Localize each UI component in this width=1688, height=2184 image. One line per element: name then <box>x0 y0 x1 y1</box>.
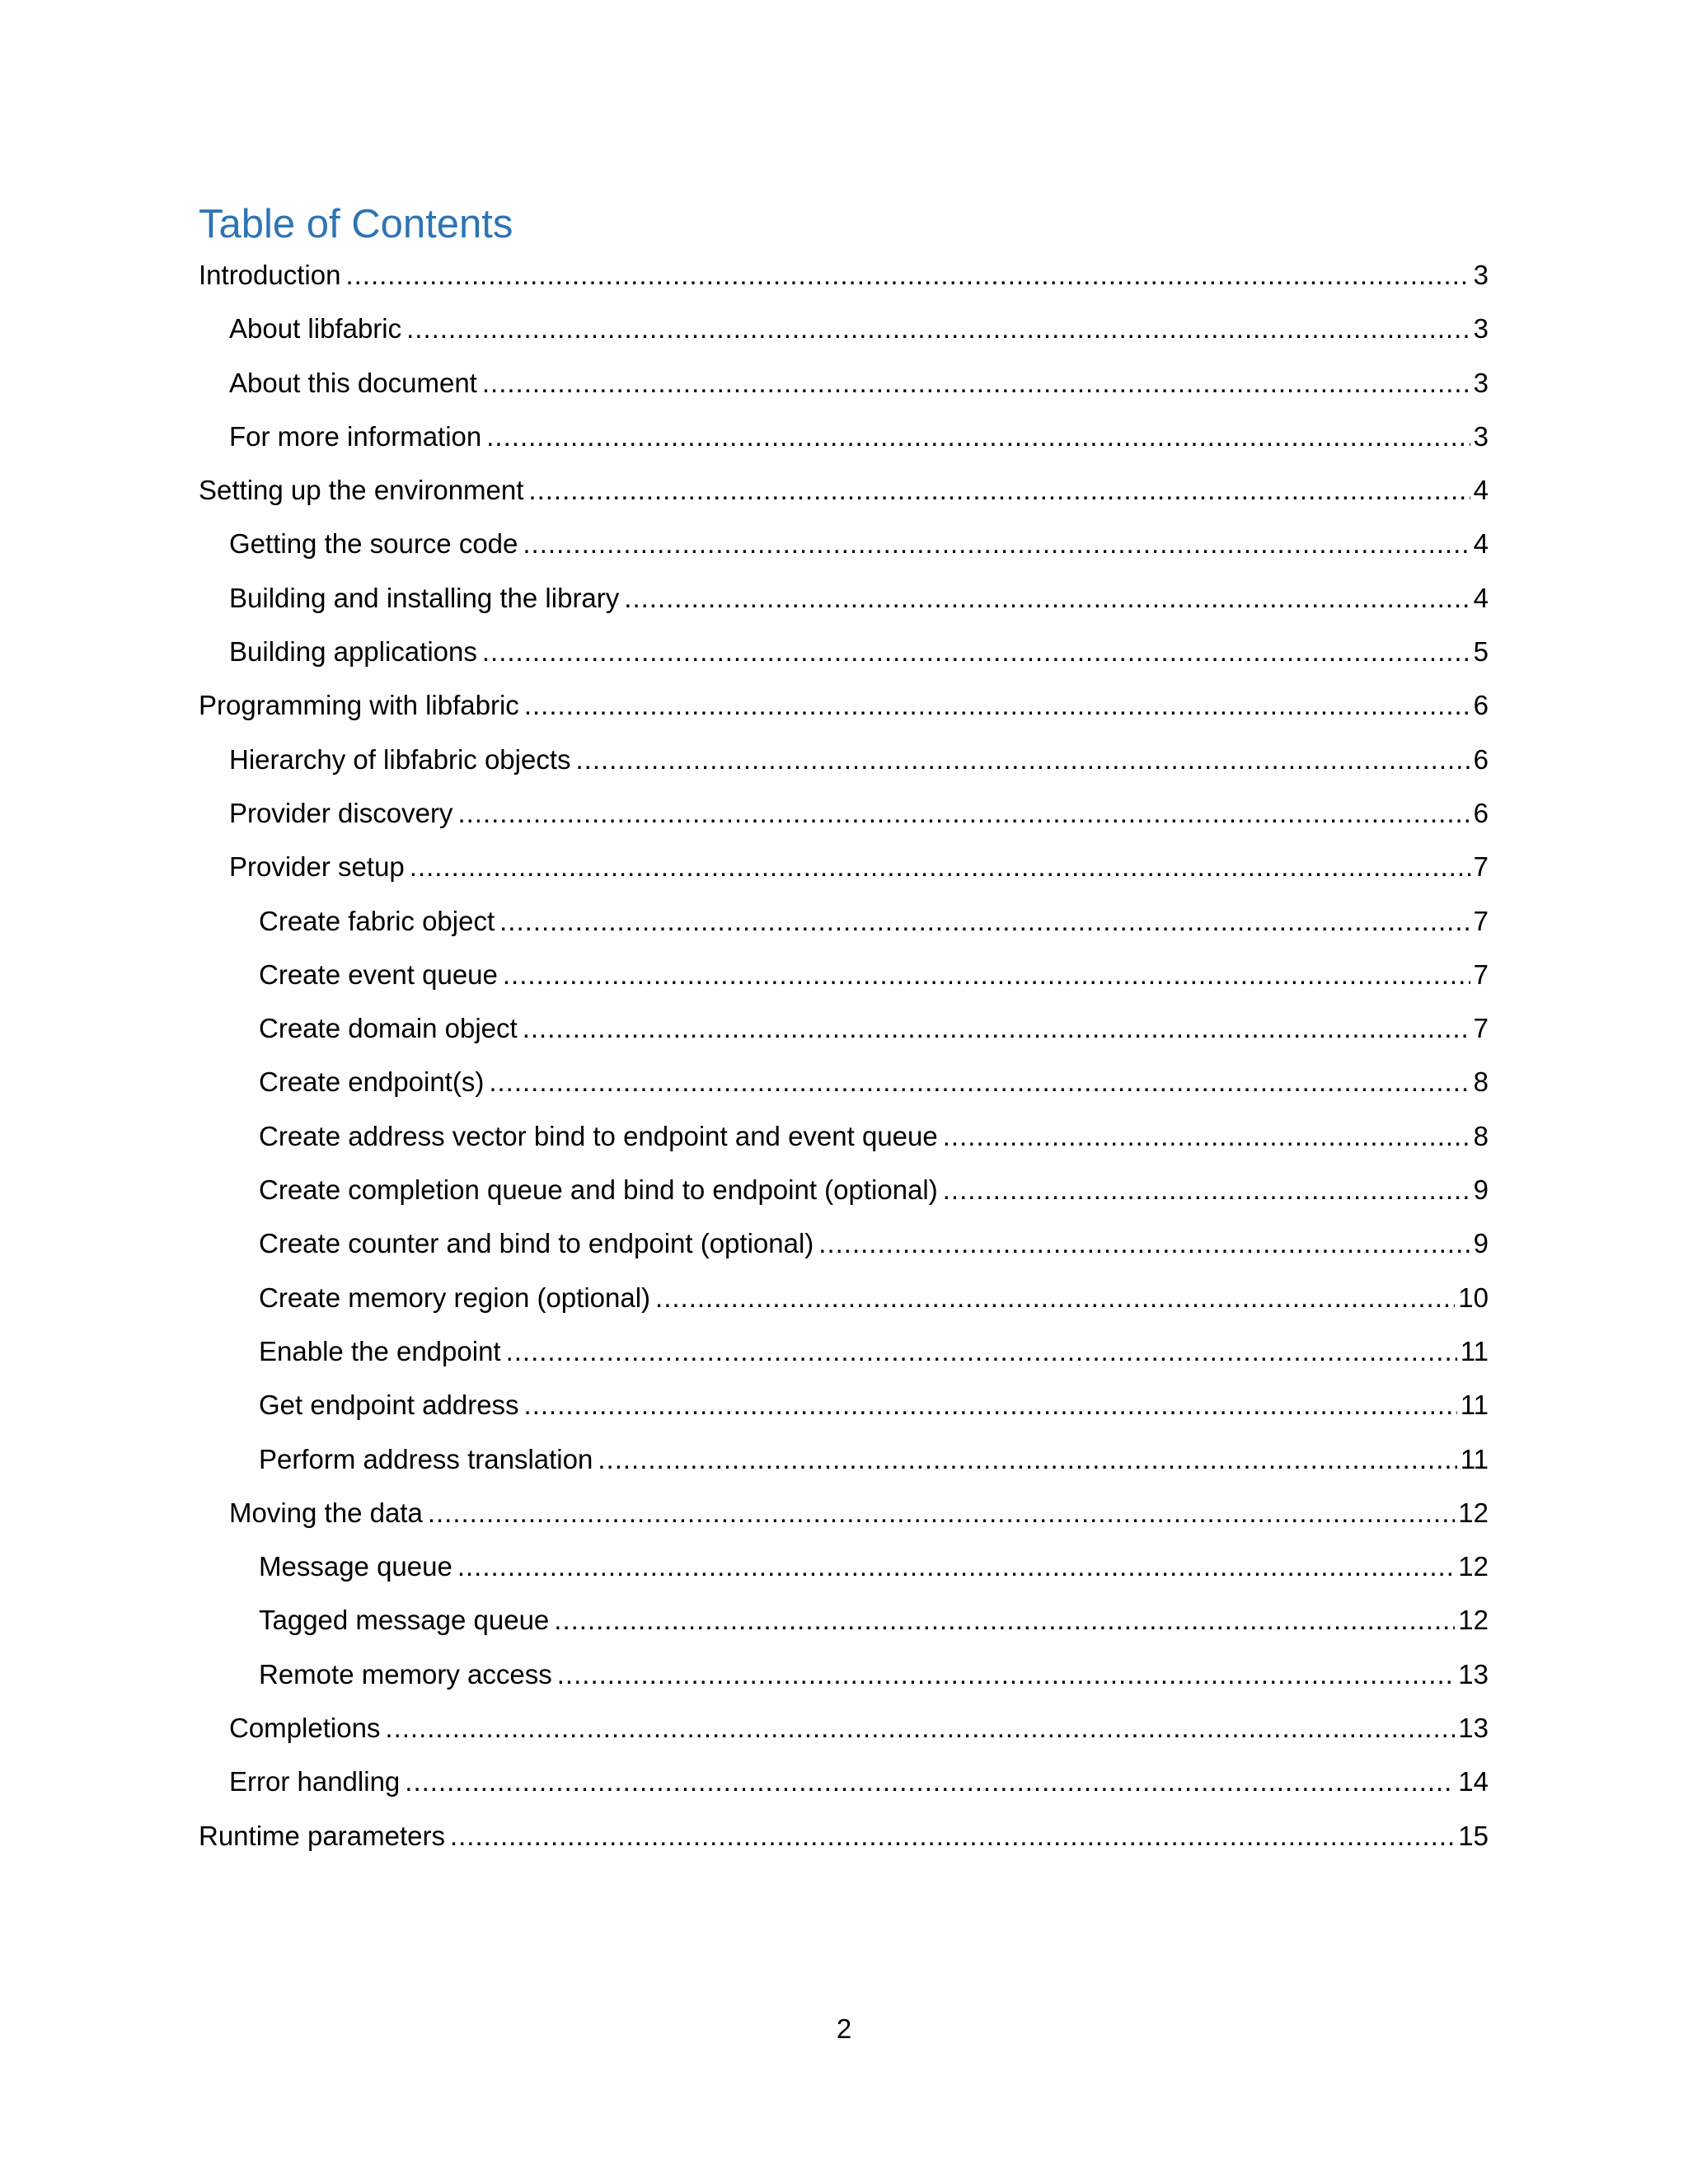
toc-entry[interactable] <box>199 1487 1489 1540</box>
toc-entry-page: 4 <box>1473 475 1489 506</box>
toc-entry-text: Remote memory access <box>259 1658 552 1690</box>
toc-entry-page: 4 <box>1473 528 1489 560</box>
toc-entry[interactable] <box>199 1272 1489 1325</box>
toc-entry[interactable] <box>199 949 1489 1002</box>
dot-leader <box>503 949 1470 1001</box>
toc-entry-page: 13 <box>1458 1713 1489 1744</box>
toc-entry-text: Provider setup <box>229 851 405 883</box>
toc-entry[interactable] <box>199 249 1489 302</box>
toc-entry-page: 9 <box>1473 1228 1489 1259</box>
toc-entry-text: Error handling <box>229 1766 401 1797</box>
toc-entry-text: Introduction <box>199 260 341 290</box>
toc-entry-text: Create endpoint(s) <box>259 1066 485 1098</box>
dot-leader <box>450 1810 1455 1863</box>
dot-leader <box>489 1056 1470 1108</box>
dot-leader <box>818 1217 1470 1270</box>
dot-leader <box>943 1164 1470 1216</box>
toc-entry[interactable] <box>199 572 1489 626</box>
toc-entry[interactable] <box>199 518 1489 571</box>
toc-entry[interactable] <box>199 1702 1489 1755</box>
toc-entry-text: Building applications <box>229 636 477 668</box>
toc-entry-text: Create fabric object <box>259 905 495 936</box>
dot-leader <box>557 1648 1456 1701</box>
toc-entry[interactable] <box>199 1379 1489 1432</box>
dot-leader <box>345 249 1470 302</box>
toc-entry-text: Create completion queue and bind to endpoint (optional) <box>259 1174 938 1206</box>
toc-entry-text: Create event queue <box>259 958 498 990</box>
toc-entry-page: 10 <box>1458 1282 1489 1313</box>
toc-entry-text: Create counter and bind to endpoint (optional) <box>259 1228 814 1259</box>
toc-entry[interactable] <box>199 895 1489 949</box>
dot-leader <box>482 357 1470 410</box>
toc-entry[interactable] <box>199 787 1489 841</box>
toc-entry-page: 7 <box>1473 1013 1489 1044</box>
toc-entry-text: Enable the endpoint <box>259 1335 501 1366</box>
dot-leader <box>524 1379 1457 1432</box>
toc-entry[interactable] <box>199 1056 1489 1109</box>
dot-leader <box>428 1487 1455 1540</box>
toc-entry-page: 8 <box>1473 1120 1489 1151</box>
toc-entry-text: Message queue <box>259 1551 452 1582</box>
toc-entry-page: 13 <box>1458 1658 1489 1690</box>
toc-entry-text: Setting up the environment <box>199 475 524 506</box>
dot-leader <box>410 841 1470 893</box>
dot-leader <box>576 733 1470 786</box>
toc-entry-page: 11 <box>1460 1390 1489 1421</box>
toc-entry-text: Perform address translation <box>259 1443 593 1474</box>
toc-entry-page: 14 <box>1458 1766 1489 1797</box>
toc-entry[interactable] <box>199 1110 1489 1164</box>
toc-entry[interactable] <box>199 1648 1489 1702</box>
dot-leader <box>624 572 1470 625</box>
dot-leader <box>554 1594 1455 1647</box>
toc-entry-page: 3 <box>1473 313 1489 344</box>
toc-entry-text: Completions <box>229 1713 381 1744</box>
toc-entry[interactable] <box>199 410 1489 464</box>
dot-leader <box>655 1272 1455 1324</box>
dot-leader <box>482 626 1470 678</box>
toc-entry-page: 7 <box>1473 958 1489 990</box>
toc-entry-page: 11 <box>1460 1335 1489 1366</box>
toc-entry-page: 5 <box>1473 636 1489 668</box>
toc-entry[interactable] <box>199 1594 1489 1647</box>
dot-leader <box>528 464 1470 517</box>
toc-entry-text: Getting the source code <box>229 528 518 560</box>
toc-entry[interactable] <box>199 1217 1489 1271</box>
toc-entry-text: For more information <box>229 420 482 452</box>
dot-leader <box>523 518 1470 570</box>
toc-list <box>199 249 1489 1863</box>
toc-entry-page: 11 <box>1460 1443 1489 1474</box>
toc-entry-text: Tagged message queue <box>259 1605 550 1636</box>
toc-entry[interactable] <box>199 1755 1489 1809</box>
toc-entry-text: About libfabric <box>229 313 402 344</box>
toc-entry-text: Provider discovery <box>229 797 453 828</box>
dot-leader <box>499 895 1470 948</box>
toc-entry-page: 8 <box>1473 1066 1489 1098</box>
toc-entry-page: 9 <box>1473 1174 1489 1206</box>
dot-leader <box>486 410 1470 463</box>
toc-entry[interactable] <box>199 302 1489 356</box>
toc-entry-page: 12 <box>1458 1551 1489 1582</box>
toc-entry-text: Create domain object <box>259 1013 518 1044</box>
dot-leader <box>598 1433 1456 1486</box>
toc-entry-page: 3 <box>1473 260 1489 290</box>
toc-entry[interactable] <box>199 1325 1489 1379</box>
toc-title: Table of Contents <box>199 202 513 246</box>
dot-leader <box>405 1755 1455 1808</box>
toc-entry-text: Get endpoint address <box>259 1390 519 1421</box>
toc-entry[interactable] <box>199 841 1489 894</box>
dot-leader <box>457 1540 1455 1593</box>
toc-entry-page: 7 <box>1473 851 1489 883</box>
toc-entry[interactable] <box>199 1164 1489 1217</box>
toc-entry-text: Create memory region (optional) <box>259 1282 651 1313</box>
dot-leader <box>457 787 1470 840</box>
dot-leader <box>524 679 1470 732</box>
toc-entry-page: 15 <box>1458 1820 1489 1851</box>
toc-entry-text: Hierarchy of libfabric objects <box>229 743 571 775</box>
toc-entry-page: 4 <box>1473 582 1489 613</box>
toc-entry[interactable] <box>199 357 1489 410</box>
toc-entry-page: 12 <box>1458 1497 1489 1528</box>
toc-entry-page: 7 <box>1473 905 1489 936</box>
toc-entry-page: 3 <box>1473 420 1489 452</box>
toc-entry-text: Programming with libfabric <box>199 690 519 721</box>
toc-entry-page: 6 <box>1473 743 1489 775</box>
toc-entry[interactable] <box>199 1002 1489 1056</box>
toc-entry-page: 3 <box>1473 367 1489 398</box>
page-number: 2 <box>836 2013 852 2044</box>
toc-entry-page: 12 <box>1458 1605 1489 1636</box>
toc-entry-text: Create address vector bind to endpoint and event queue <box>259 1120 938 1151</box>
dot-leader <box>385 1702 1455 1755</box>
toc-entry[interactable] <box>199 464 1489 518</box>
toc-entry-page: 6 <box>1473 797 1489 828</box>
toc-entry-text: Runtime parameters <box>199 1820 445 1851</box>
dot-leader <box>506 1325 1457 1378</box>
toc-entry-text: Moving the data <box>229 1497 423 1528</box>
dot-leader <box>943 1110 1470 1163</box>
dot-leader <box>406 302 1470 355</box>
toc-entry-text: About this document <box>229 367 477 398</box>
toc-entry[interactable] <box>199 1810 1489 1863</box>
toc-entry[interactable] <box>199 626 1489 679</box>
toc-entry[interactable] <box>199 1540 1489 1594</box>
toc-entry[interactable] <box>199 733 1489 787</box>
dot-leader <box>523 1002 1470 1055</box>
toc-entry[interactable] <box>199 679 1489 733</box>
toc-entry-text: Building and installing the library <box>229 582 620 613</box>
toc-entry-page: 6 <box>1473 690 1489 721</box>
toc-entry[interactable] <box>199 1433 1489 1487</box>
